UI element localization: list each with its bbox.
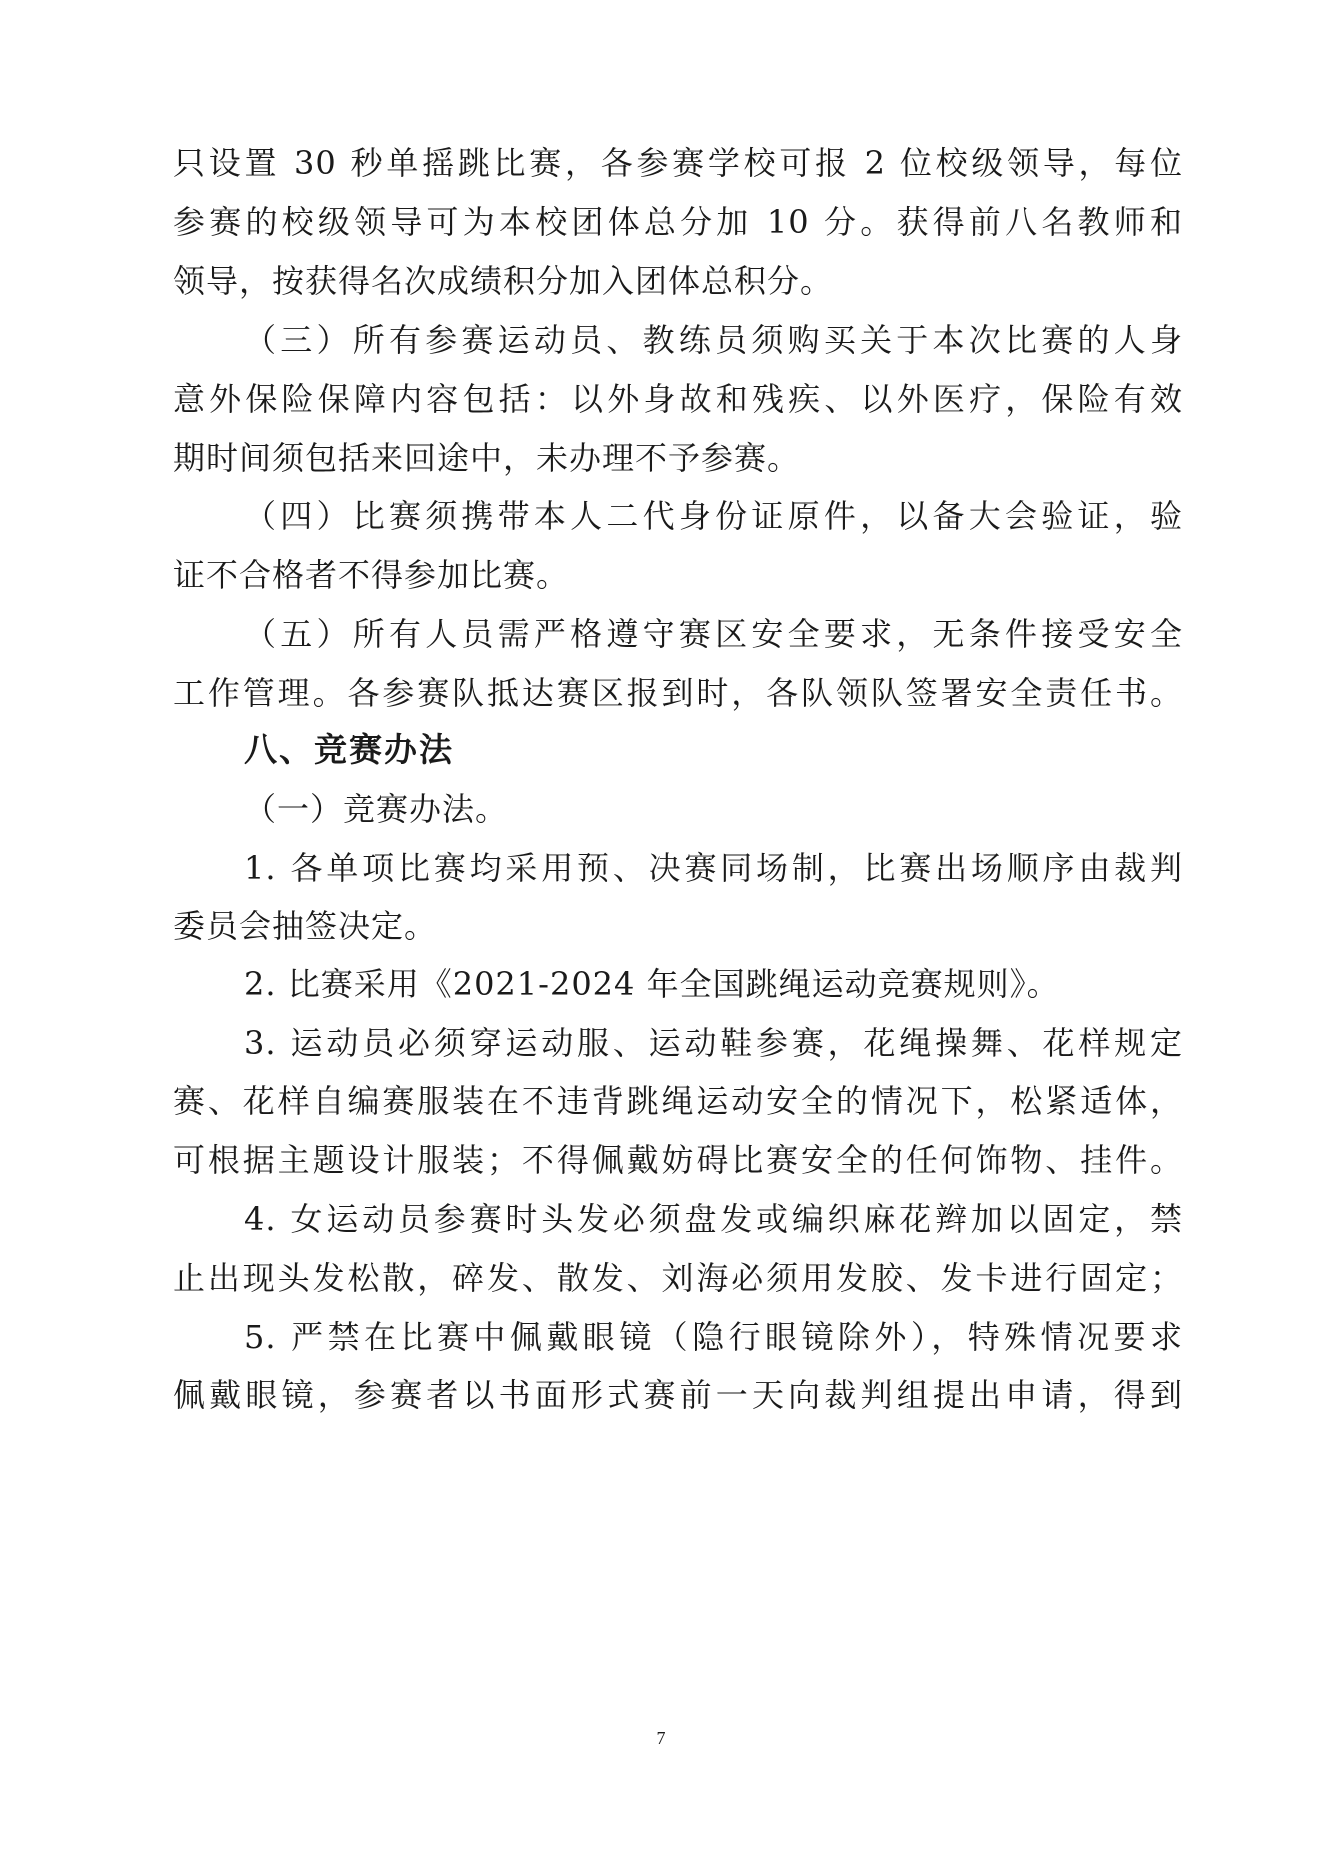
paragraph-line: 工作管理。各参赛队抵达赛区报到时，各队领队签署安全责任书。 xyxy=(173,674,1183,712)
paragraph-line: 4. 女运动员参赛时头发必须盘发或编织麻花辫加以固定，禁 xyxy=(244,1200,1183,1238)
paragraph-line: 期时间须包括来回途中，未办理不予参赛。 xyxy=(173,439,801,477)
paragraph-line: 证不合格者不得参加比赛。 xyxy=(173,556,570,594)
section-heading: 八、竞赛办法 xyxy=(244,730,454,769)
paragraph-line: 1. 各单项比赛均采用预、决赛同场制，比赛出场顺序由裁判 xyxy=(244,849,1183,887)
paragraph-line: 委员会抽签决定。 xyxy=(173,907,438,945)
paragraph-line: 2. 比赛采用《2021-2024 年全国跳绳运动竞赛规则》。 xyxy=(244,965,1060,1003)
paragraph-line: 止出现头发松散，碎发、散发、刘海必须用发胶、发卡进行固定； xyxy=(173,1259,1183,1297)
page-number: 7 xyxy=(656,1728,666,1748)
paragraph-line: （三）所有参赛运动员、教练员须购买关于本次比赛的人身 xyxy=(244,321,1183,359)
paragraph-line: 5. 严禁在比赛中佩戴眼镜（隐行眼镜除外），特殊情况要求 xyxy=(244,1318,1183,1356)
paragraph-line: （五）所有人员需严格遵守赛区安全要求，无条件接受安全 xyxy=(244,615,1183,653)
paragraph-line: 意外保险保障内容包括：以外身故和残疾、以外医疗，保险有效 xyxy=(173,380,1183,418)
paragraph-line: 佩戴眼镜，参赛者以书面形式赛前一天向裁判组提出申请，得到 xyxy=(173,1376,1183,1414)
paragraph-line: 赛、花样自编赛服装在不违背跳绳运动安全的情况下，松紧适体， xyxy=(173,1082,1183,1120)
paragraph-line: 3. 运动员必须穿运动服、运动鞋参赛，花绳操舞、花样规定 xyxy=(244,1024,1183,1062)
paragraph-line: 可根据主题设计服装；不得佩戴妨碍比赛安全的任何饰物、挂件。 xyxy=(173,1141,1183,1179)
paragraph-line: （四）比赛须携带本人二代身份证原件，以备大会验证，验 xyxy=(244,497,1183,535)
paragraph-line: 领导，按获得名次成绩积分加入团体总积分。 xyxy=(173,262,834,300)
paragraph-line: 参赛的校级领导可为本校团体总分加 10 分。获得前八名教师和 xyxy=(173,203,1183,241)
paragraph-line: 只设置 30 秒单摇跳比赛，各参赛学校可报 2 位校级领导，每位 xyxy=(173,144,1183,182)
paragraph-line: （一）竞赛办法。 xyxy=(244,790,509,828)
